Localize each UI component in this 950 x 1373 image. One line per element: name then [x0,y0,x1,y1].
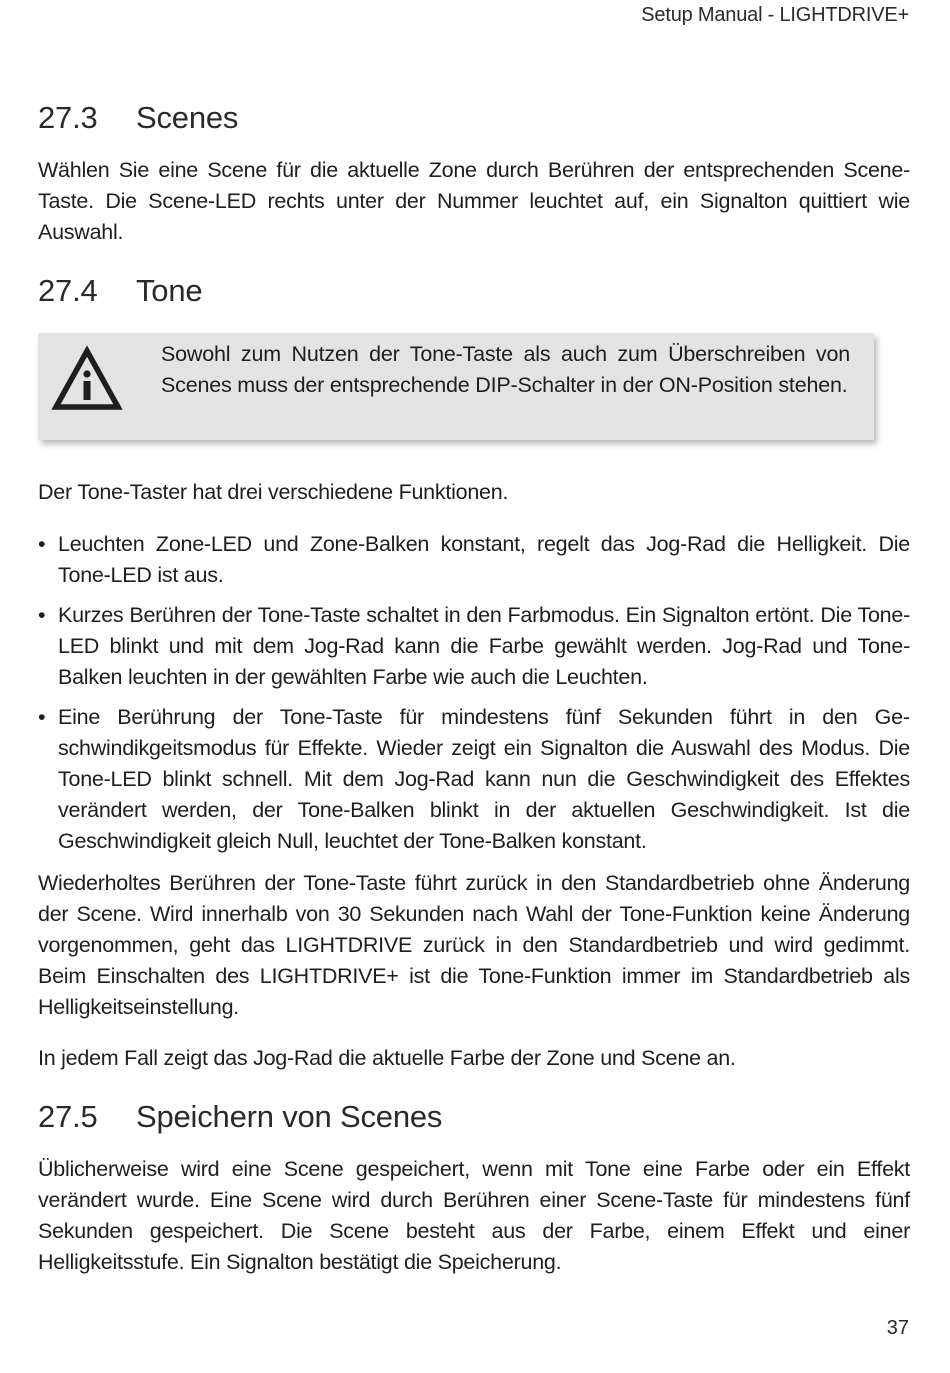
list-item [38,600,910,693]
list-item-text: Leuchten Zone-LED und Zone-Balken konstant, regelt das Jog-Rad die Helligkeit. Die Tone-LED ist aus. [58,532,910,587]
section-heading-save-scenes [38,1099,442,1135]
bullet-point: • [38,603,46,627]
section-number: 27.5 [38,1099,98,1134]
save-scenes-paragraph: Üblicherweise wird eine Scene gespeichert, wenn mit Tone eine Farbe oder ein Effekt verändert wurde. Eine Scene wird durch Berühren einer Scene-Taste für mindestens fünf Sekunden gespeichert. Die Scene besteht aus der Farbe, einem Effekt und einer Helligkeitsstufe. Ein Signalton bestätigt die Speicherung. [38,1157,910,1274]
tone-paragraph-repeat: Wiederholtes Berühren der Tone-Taste führt zurück in den Standardbetrieb ohne Änderung der Scene. Wird innerhalb von 30 Sekunden nach Wahl der Tone-Funktion keine Änderung vorgenommen, geht das LIGHTDRIVE zurück in den Standardbetrieb und wird gedimmt. Beim Einschalten des LIGHTDRIVE+ ist die Tone-Funktion immer im Standardbetrieb als Helligkeitseinstellung. [38,871,910,1019]
section-heading-tone [38,273,202,309]
list-item [38,529,910,591]
section-title: Speichern von Scenes [136,1099,443,1134]
bullet-point: • [38,705,46,729]
list-item-text: Eine Berührung der Tone-Taste für mindestens fünf Sekunden führt in den Geschwindikgeitsmodus für Effekte. Wieder zeigt ein Signalton die Auswahl des Modus. Die Tone-LED blinkt schnell. Mit dem Jog-Rad kann nun die Geschwindigkeit des Effektes verändert werden, der Tone-Balken blinkt in der aktuellen Geschwindigkeit. Ist die Geschwindigkeit gleich Null, leuchtet der Tone-Balken konstant. [58,705,910,853]
section-title: Scenes [136,100,239,135]
section-heading-scenes [38,100,238,136]
warning-text: Sowohl zum Nutzen der Tone-Taste als auch zum Überschreiben von Scenes muss der entsprechende DIP-Schalter in der ON-Position stehen. [161,342,850,397]
scenes-paragraph: Wählen Sie eine Scene für die aktuelle Zone durch Berühren der entsprechenden Scene-Taste. Die Scene-LED rechts unter der Nummer leuchtet auf, ein Signalton quittiert wie Auswahl. [38,158,910,244]
bullet-point: • [38,532,46,556]
section-title: Tone [136,273,203,308]
tone-paragraph-jog: In jedem Fall zeigt das Jog-Rad die aktuelle Farbe der Zone und Scene an. [38,1046,736,1070]
section-number: 27.4 [38,273,98,308]
list-item [38,702,910,857]
page-number: 37 [886,1317,909,1339]
warning-box [38,333,874,440]
warning-triangle-icon [51,345,123,413]
running-header: Setup Manual - LIGHTDRIVE+ [641,4,909,26]
tone-intro: Der Tone-Taster hat drei verschiedene Funktionen. [38,480,509,504]
section-number: 27.3 [38,100,98,135]
list-item-text: Kurzes Berühren der Tone-Taste schaltet in den Farbmodus. Ein Signalton ertönt. Die Tone-LED blinkt und mit dem Jog-Rad kann die Farbe gewählt werden. Jog-Rad und Tone-Balken leuchten in der gewählten Farbe wie auch die Leuchten. [58,603,910,689]
